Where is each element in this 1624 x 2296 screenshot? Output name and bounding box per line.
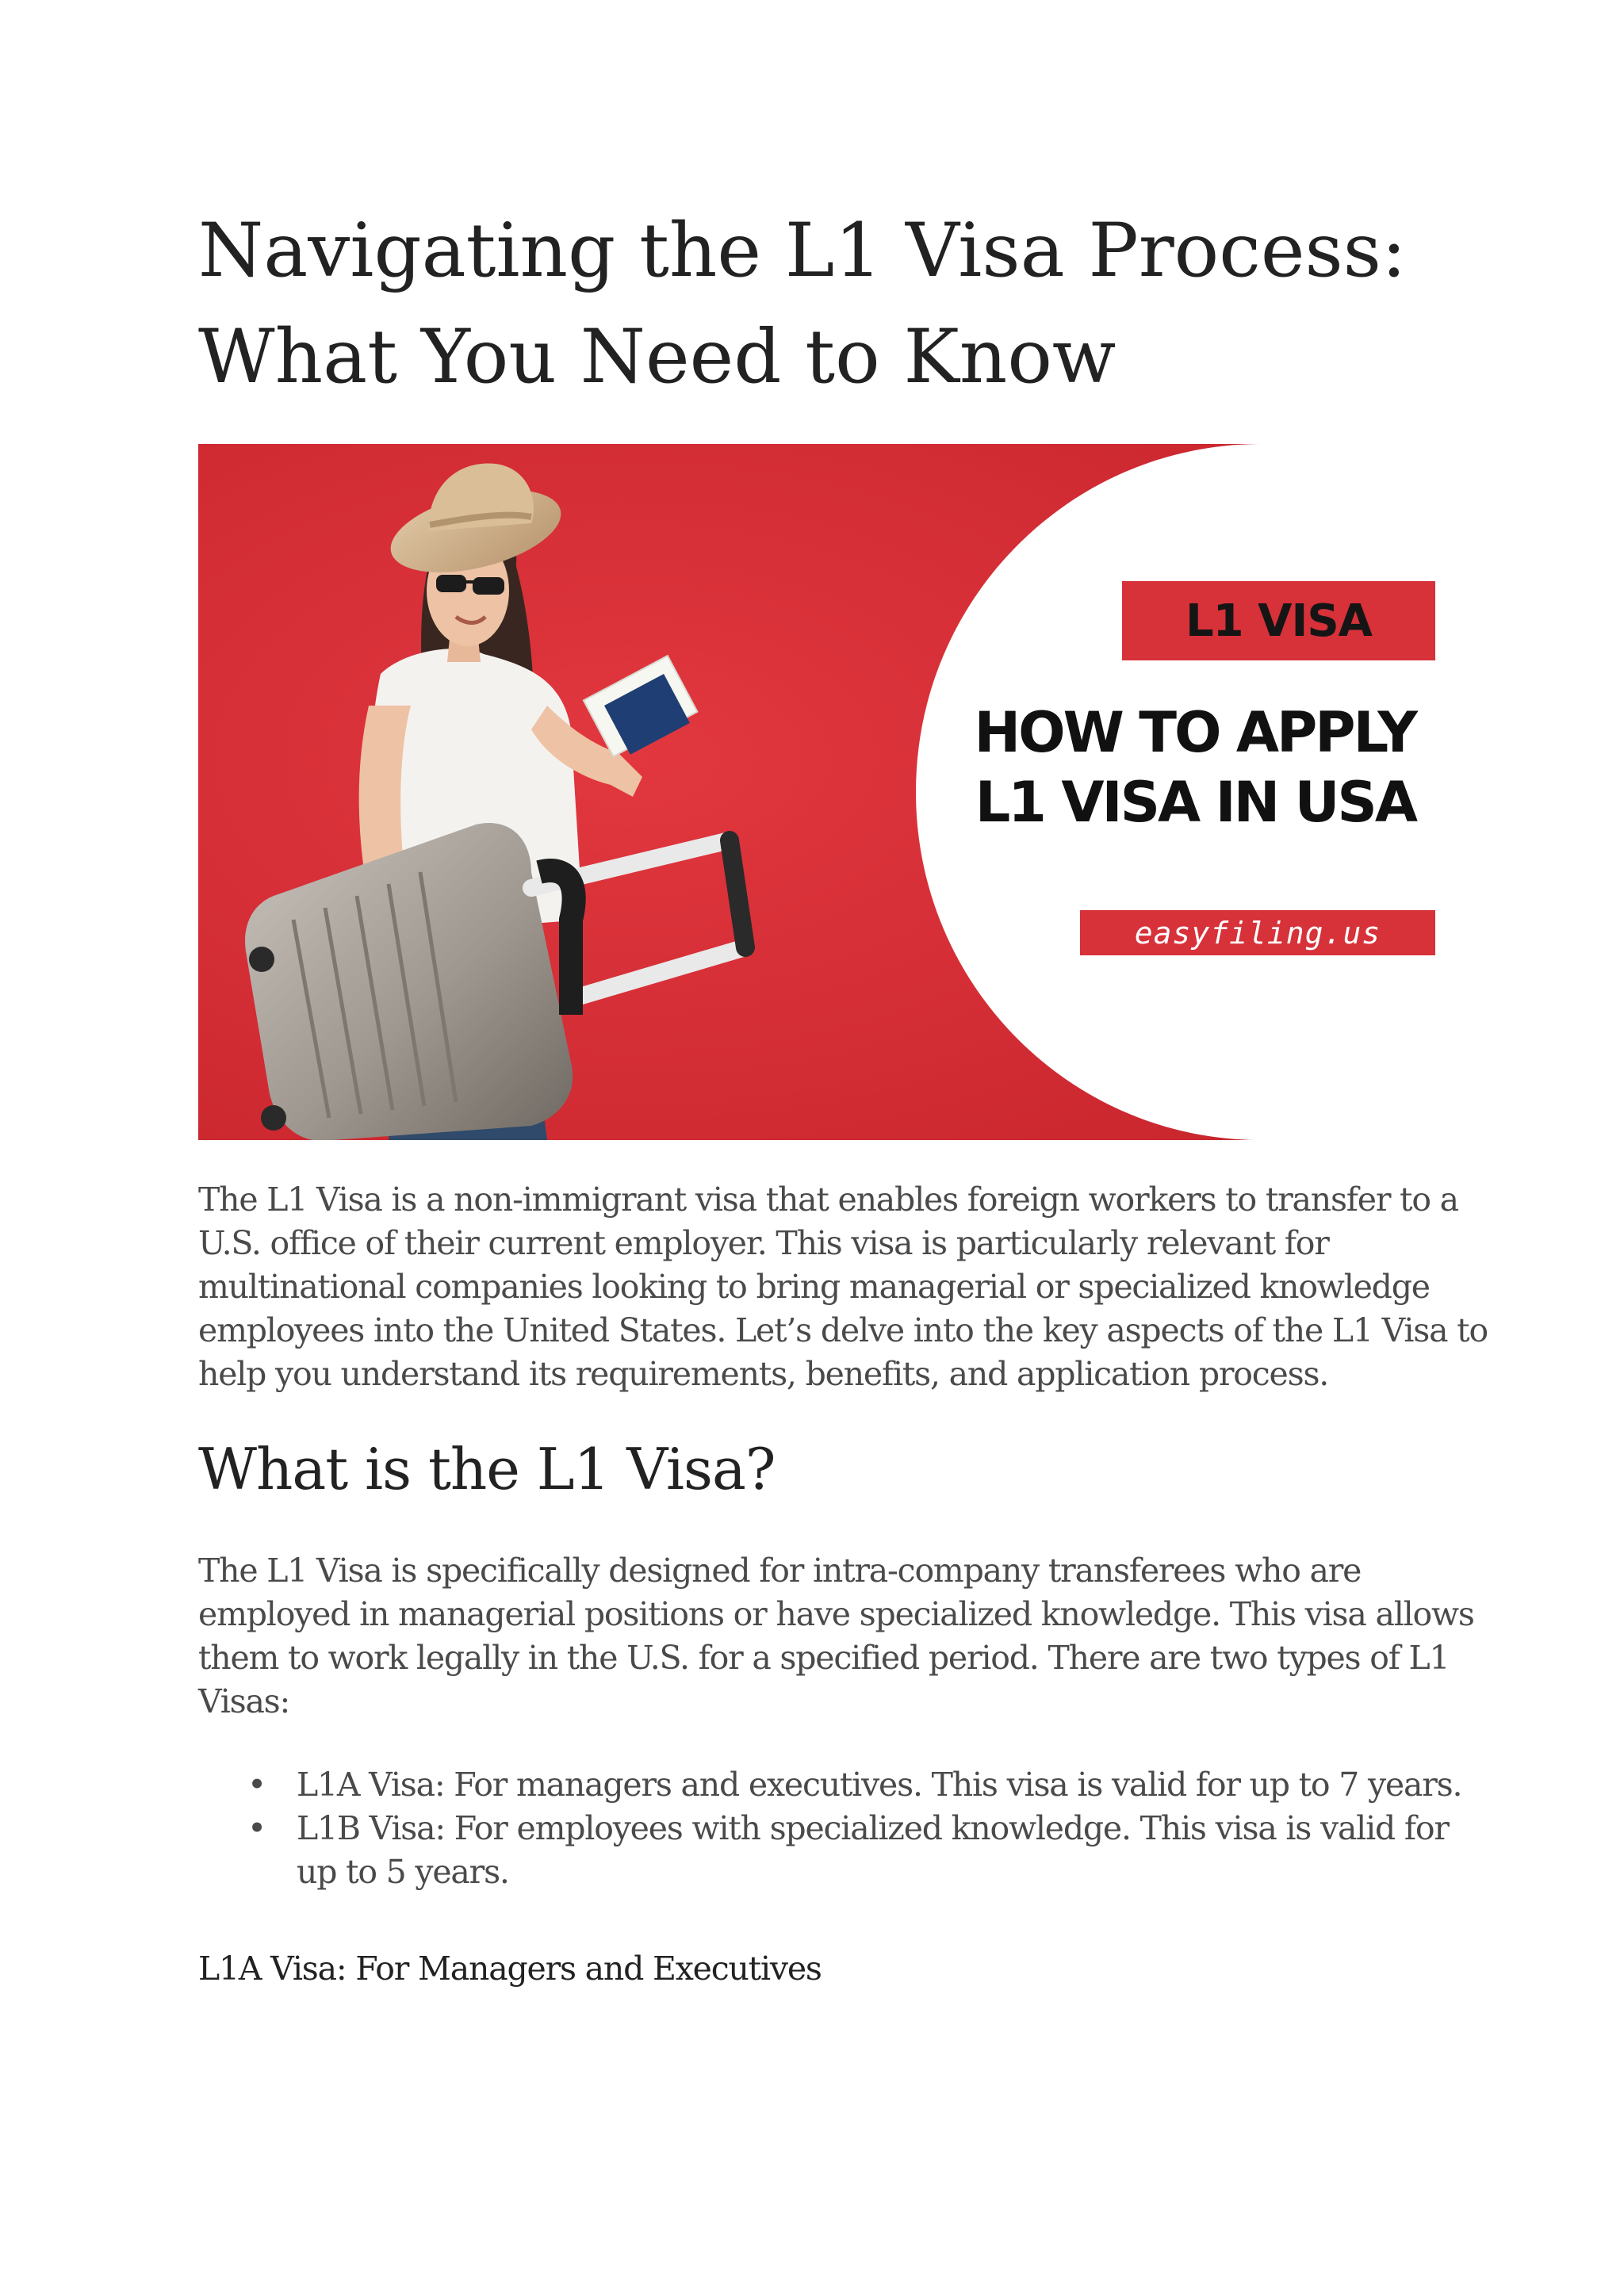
bullet-icon: • [247,1766,266,1804]
intro-line-3: multinational companies looking to bring managerial or specialized knowledge [198,1268,1430,1306]
intro-line-1: The L1 Visa is a non-immigrant visa that enables foreign workers to transfer to a [198,1181,1458,1219]
title-line-2: What You Need to Know [198,314,1116,400]
list-item [198,1807,1467,1894]
hero-headline [956,698,1415,837]
hero-headline-line-2: L1 VISA IN USA [975,770,1415,835]
list-item-line: L1B Visa: For employees with specialized knowledge. This visa is valid for [297,1809,1449,1847]
hero-tag-label: L1 VISA [1122,581,1435,660]
bullet-icon: • [247,1809,266,1847]
section-subheading-l1a: L1A Visa: For Managers and Executives [198,1950,822,1988]
desc-line-3: them to work legally in the U.S. for a specified period. There are two types of L1 [198,1639,1450,1677]
desc-line-2: employed in managerial positions or have specialized knowledge. This visa allows [198,1595,1474,1633]
hero-site-label: easyfiling.us [1080,910,1435,955]
intro-paragraph [198,1178,1488,1396]
hero-banner-image [198,444,1435,1140]
desc-line-1: The L1 Visa is specifically designed for intra-company transferees who are [198,1552,1362,1590]
hero-headline-line-1: HOW TO APPLY [974,700,1415,765]
section-description [198,1549,1474,1724]
visa-types-list [198,1763,1467,1894]
title-line-1: Navigating the L1 Visa Process: [198,208,1407,294]
page-title [198,198,1467,411]
desc-line-4: Visas: [198,1682,290,1720]
intro-line-4: employees into the United States. Let’s delve into the key aspects of the L1 Visa to [198,1311,1488,1349]
intro-line-2: U.S. office of their current employer. This visa is particularly relevant for [198,1224,1329,1262]
list-item-line: L1A Visa: For managers and executives. This visa is valid for up to 7 years. [297,1766,1462,1804]
section-heading-what-is: What is the L1 Visa? [198,1436,776,1502]
list-item [198,1763,1467,1807]
intro-line-5: help you understand its requirements, benefits, and application process. [198,1355,1329,1393]
list-item-line: up to 5 years. [297,1853,509,1891]
